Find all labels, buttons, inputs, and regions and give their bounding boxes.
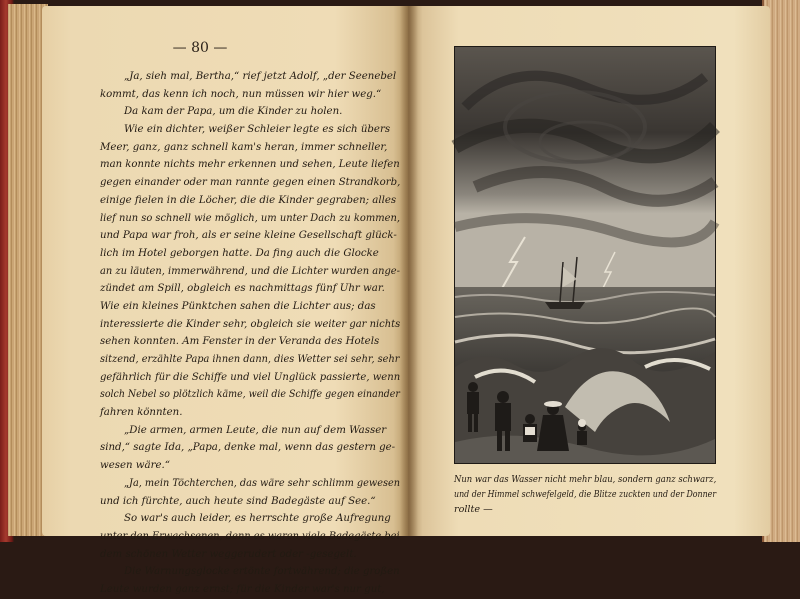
text-line-content: und ich fürchte, auch heute sind Badegäste auf See.“ <box>100 495 376 507</box>
text-line <box>100 103 400 121</box>
text-line <box>100 210 400 228</box>
text-line <box>100 227 400 245</box>
text-line <box>100 351 400 369</box>
text-line-content: an zu läuten, immerwährend, und die Lichter wurden ange- <box>100 265 401 277</box>
text-line <box>100 475 400 493</box>
text-line <box>100 404 400 422</box>
text-line-content: gefährlich für die Schiffe und viel Unglück passierte, wenn <box>100 371 401 383</box>
text-line-content: Da kam der Papa, um die Kinder zu holen. <box>124 106 343 118</box>
text-line-content: man konnte nichts mehr erkennen und sehen, Leute liefen <box>100 159 400 171</box>
text-line <box>100 68 400 86</box>
text-line <box>100 280 400 298</box>
text-line <box>100 439 400 457</box>
text-line-content: Meer, ganz, ganz schnell kam's heran, immer schneller, <box>100 141 388 153</box>
text-line <box>100 422 400 440</box>
text-line-content: zündet am Spill, obgleich es nachmittags fünf Uhr war. <box>100 283 385 295</box>
text-line <box>100 298 400 316</box>
page-number: — 80 — <box>172 40 228 56</box>
text-line <box>100 581 400 599</box>
text-line-content: unter den Erwachsenen, denn es waren viele Badegäste bei <box>100 530 400 542</box>
text-line <box>100 139 400 157</box>
text-line <box>100 333 400 351</box>
text-line-content: sind,“ sagte Ida, „Papa, denke mal, wenn das gestern ge- <box>100 442 396 454</box>
text-line <box>100 121 400 139</box>
text-line <box>100 192 400 210</box>
text-line-content: „Die armen, armen Leute, die nun auf dem Wasser <box>124 424 387 436</box>
illustration-caption <box>454 472 716 517</box>
text-line-content: So war's auch leider, es herrschte große Aufregung <box>124 513 391 525</box>
caption-line: rollte — <box>454 504 493 515</box>
text-line-content: Leute wurden ganz ernst; für die Kinder war's nur gut, <box>100 583 385 595</box>
text-line <box>100 316 400 334</box>
text-line-content: fahren könnten. <box>100 407 183 419</box>
text-line <box>100 386 400 404</box>
caption-line: Nun war das Wasser nicht mehr blau, sondern ganz schwarz, <box>454 474 717 485</box>
text-line <box>100 493 400 511</box>
text-line-content: wesen wäre.“ <box>100 460 170 472</box>
text-line-content: „Ja, sieh mal, Bertha,“ rief jetzt Adolf, „der Seenebel <box>124 71 397 82</box>
caption-line: und der Himmel schwefelgeld, die Blitze zuckten und der Donner <box>454 489 717 500</box>
text-line-content: interessierte die Kinder sehr, obgleich sie weiter gar nichts <box>100 318 401 330</box>
text-line-content: lich im Hotel geborgen hatte. Da fing auch die Glocke <box>100 247 379 259</box>
text-line-content: Wie ein dichter, weißer Schleier legte es sich übers <box>124 124 391 136</box>
text-line-content: solch Nebel so plötzlich käme, weil die Schiffe gegen einander <box>100 389 400 401</box>
text-line <box>100 457 400 475</box>
text-line-content: sitzend, erzählte Papa ihnen dann, dies Wetter sei sehr, sehr <box>100 354 400 365</box>
text-line-content: Die Warnungsglocke ertönte fortwährend; die großen <box>124 566 400 578</box>
text-line-content: und Papa war froh, als er seine kleine Gesellschaft glück- <box>100 230 397 242</box>
text-line-content: gegen einander oder man rannte gegen einen Strandkorb, <box>100 177 401 189</box>
text-line-content: einige fielen in die Löcher, die die Kinder gegraben; alles <box>100 194 397 206</box>
text-line-content: „Ja, mein Töchterchen, das wäre sehr schlimm gewesen <box>124 477 400 489</box>
text-line <box>100 174 400 192</box>
body-text <box>100 68 400 599</box>
text-line <box>100 510 400 528</box>
text-line <box>100 86 400 104</box>
text-line <box>100 563 400 581</box>
text-line-content: sehen konnten. Am Fenster in der Veranda des Hotels <box>100 336 380 348</box>
text-line <box>100 528 400 546</box>
text-line-content: dem schönen Wetter weggerudert oder -gesegelt. <box>100 548 357 560</box>
text-line <box>100 245 400 263</box>
text-line-content: Wie ein kleines Pünktchen sahen die Lichter aus; das <box>100 300 376 312</box>
book-gutter <box>400 6 418 536</box>
text-line <box>100 156 400 174</box>
text-line-content: kommt, das kenn ich noch, nun müssen wir hier weg.“ <box>100 88 382 100</box>
text-line <box>100 369 400 387</box>
text-line-content: lief nun so schnell wie möglich, um unter Dach zu kommen, <box>100 212 400 224</box>
storm-at-sea-illustration <box>454 46 716 464</box>
text-line <box>100 263 400 281</box>
text-line <box>100 546 400 564</box>
